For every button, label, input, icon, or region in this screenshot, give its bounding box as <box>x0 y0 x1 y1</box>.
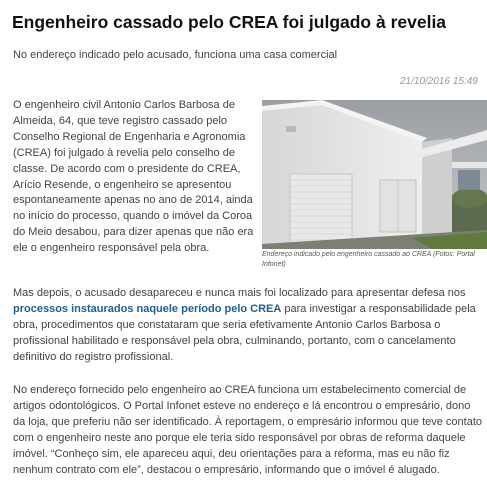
article-paragraph-1: O engenheiro civil Antonio Carlos Barbosa de Almeida, 64, que teve registro cassado pelo Conselho Regional de Engenharia e Agronomia (CREA) foi julgado à revelia pelo conselho de classe. De acordo com o presidente do CREA, Arício Resende, o engenheiro se apresentou espontaneamente apenas no ano de 2014, ainda no início do processo, quando o imóvel da Coroa do Meio desabou, para dizer apenas que não era ele o engenheiro responsável pela obra. <box>13 99 254 255</box>
photo-caption: Endereço indicado pelo engenheiro cassado ao CREA (Fotos: Portal Infonet) <box>262 251 475 268</box>
building-photo[interactable] <box>262 100 487 249</box>
paragraph-2-text-before: Mas depois, o acusado desapareceu e nunca mais foi localizado para apresentar defesa nos <box>13 287 466 299</box>
article-subtitle: No endereço indicado pelo acusado, funciona uma casa comercial <box>13 49 338 61</box>
publication-date: 21/10/2016 15:49 <box>400 76 478 87</box>
article-figure <box>262 100 487 270</box>
processos-link[interactable]: processos instaurados naquele período pelo CREA <box>13 302 282 315</box>
paragraph-2-text-after: para investigar a responsabilidade pela obra, procedimentos que constataram que seria efetivamente Antonio Carlos Barbosa o profissional habilitado e responsável pela obra, culminando, portanto, com o cancelamento definitivo do registro profissional. <box>13 302 476 363</box>
article-title: Engenheiro cassado pelo CREA foi julgado à revelia <box>12 12 447 32</box>
article-paragraph-3: No endereço fornecido pelo engenheiro ao CREA funciona um estabelecimento comercial de artigos odontológicos. O Portal Infonet esteve no endereço e lá encontrou o empresário, dono da loja, que preferiu não ser identificado. À reportagem, o empresário informou que teve contato com o engenheiro neste ano porque ele teria sido responsável por obras de reforma daquele imóvel. “Conheço sim, ele apareceu aqui, deu orientações para a reforma, mas eu não fiz nenhum contrato com ele”, destacou o empresário, informando que o imóvel é alugado. <box>13 384 482 476</box>
article-paragraph-2 <box>13 286 485 366</box>
